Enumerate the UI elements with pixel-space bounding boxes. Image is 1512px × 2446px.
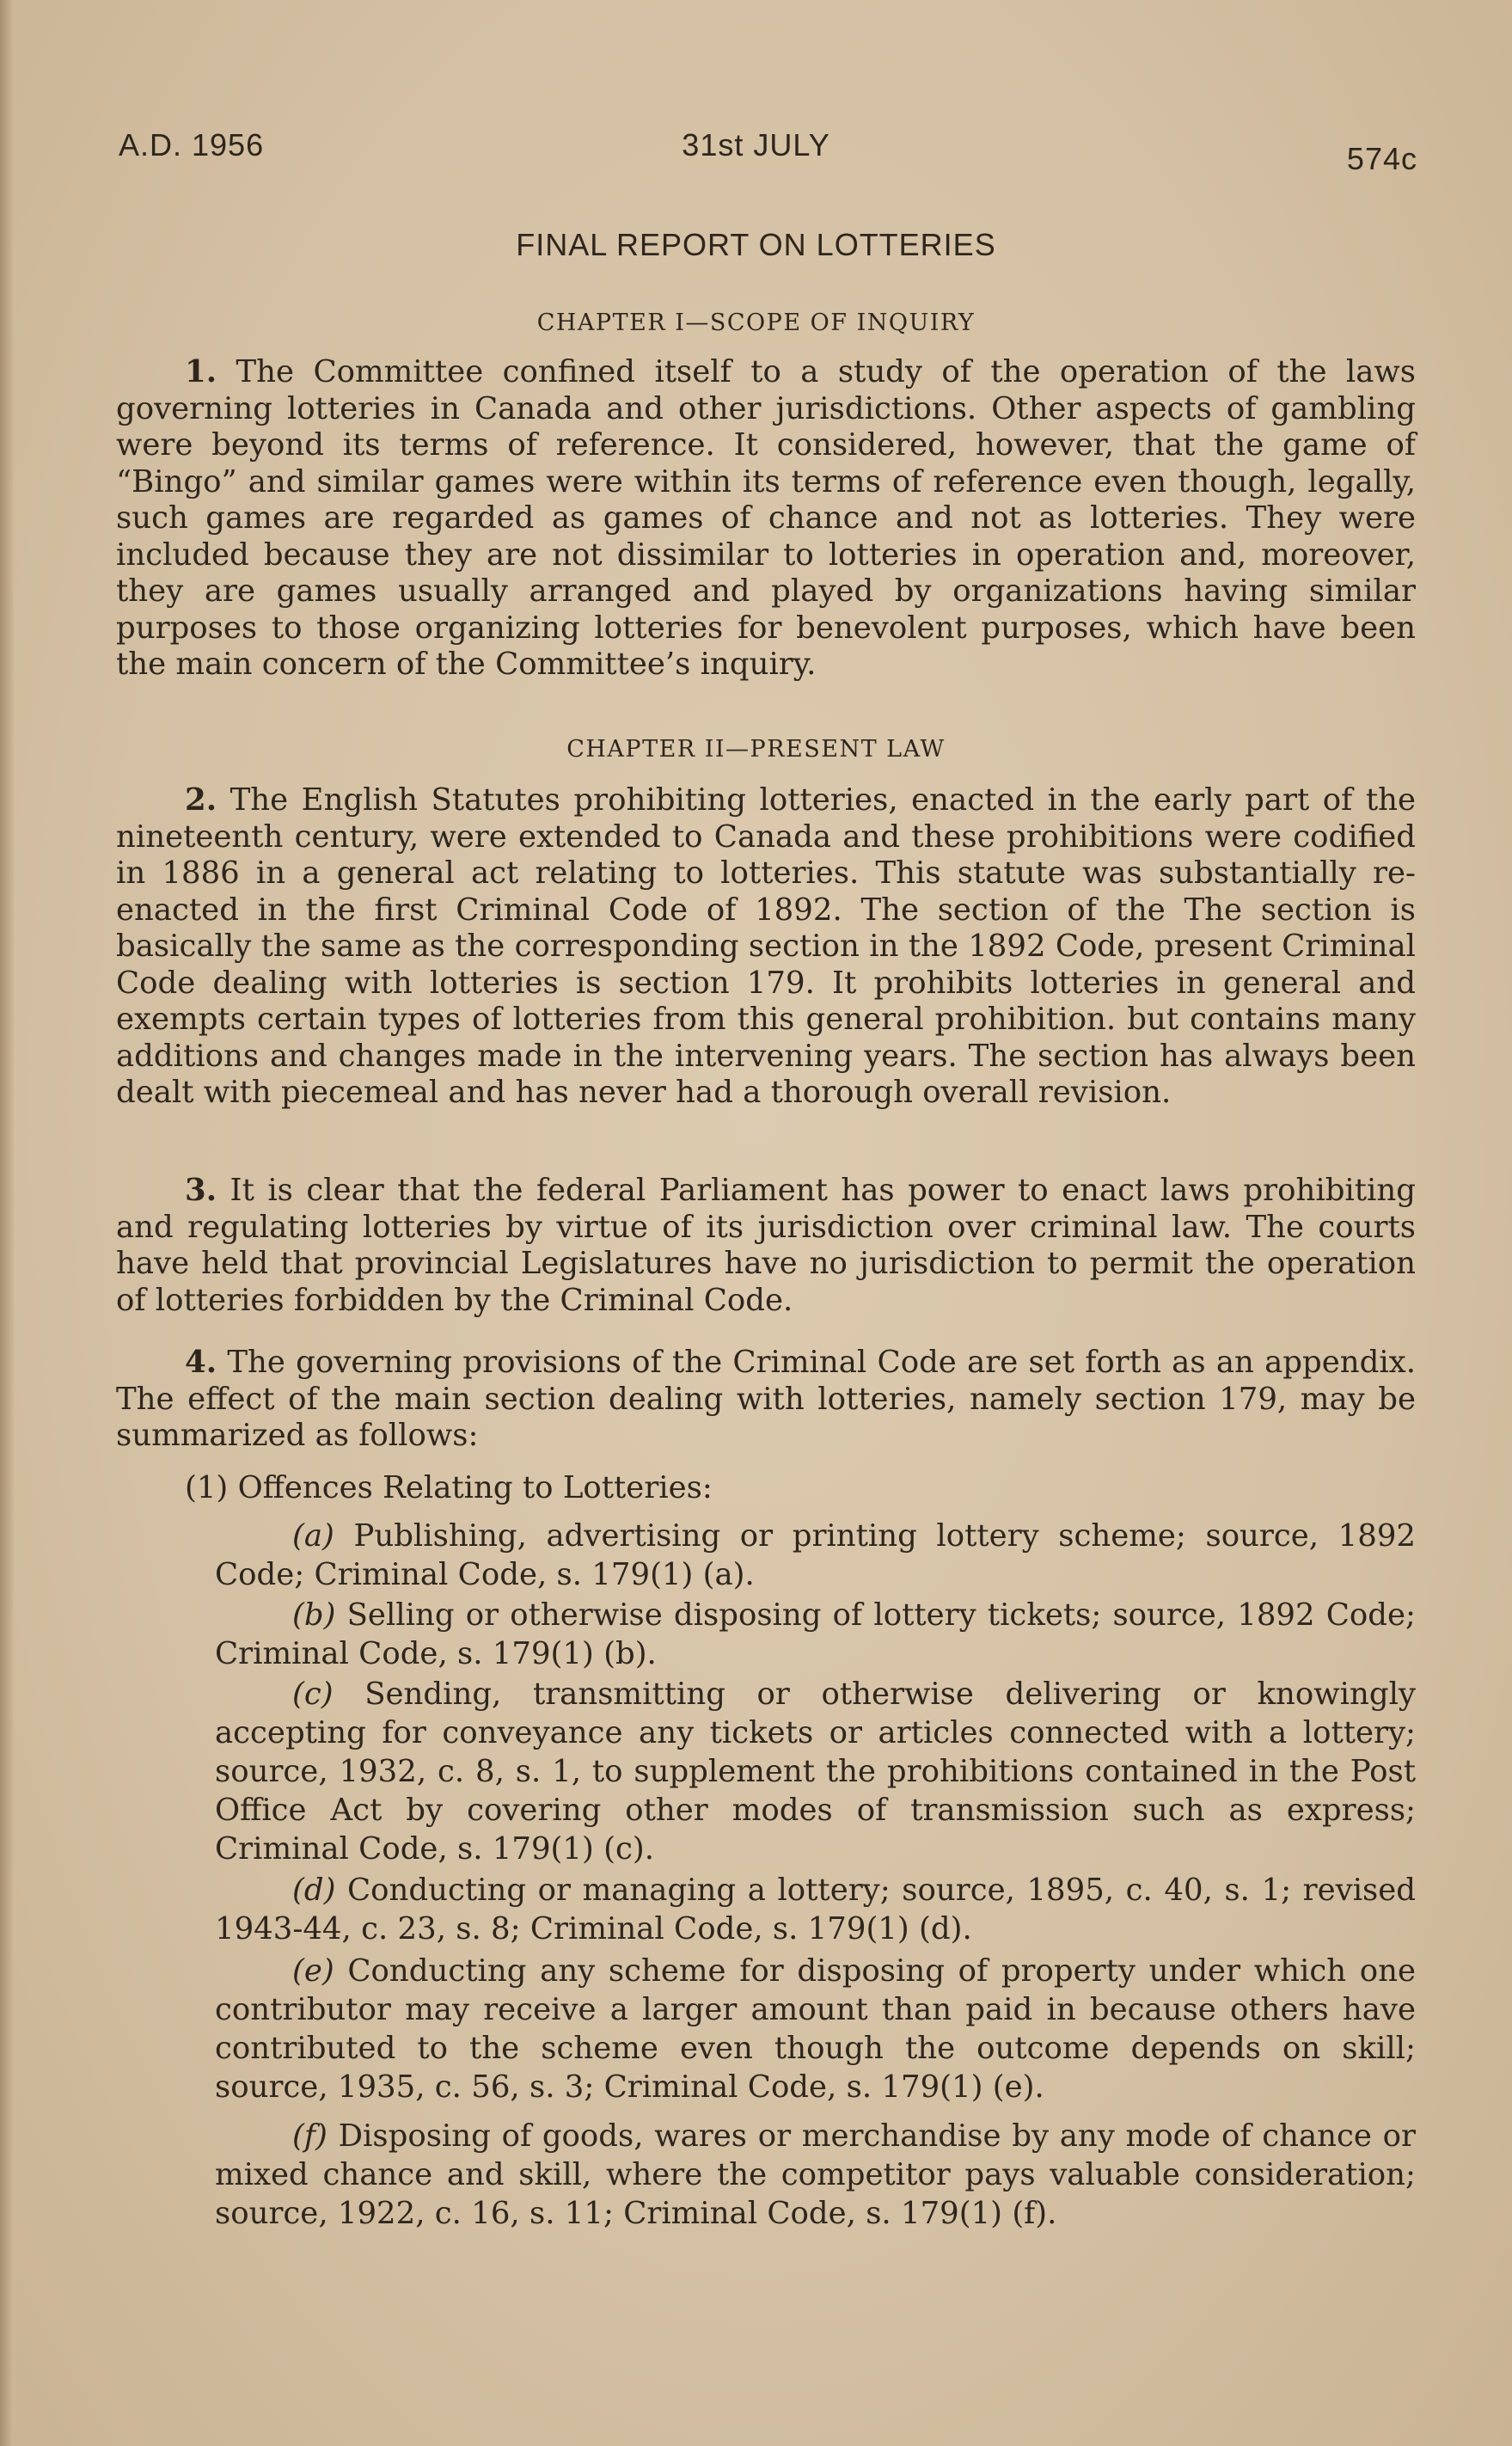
item-text: Sending, transmitting or otherwise delivering or knowingly accepting for conveyance any tickets or articles connected with a lottery; source, 1932, c. 8, s. 1, to supplement the prohibitions contained in the Post Office Act by covering other modes of transmission such as express; Criminal Code, s. 179(1) (c). <box>215 1677 1416 1867</box>
paragraph-number: 4. <box>185 1345 217 1380</box>
chapter-1-heading: CHAPTER I—SCOPE OF INQUIRY <box>536 310 976 336</box>
list-item-a <box>215 1517 1416 1594</box>
paragraph-text: The Committee confined itself to a study of the operation of the laws governing lotteries in Canada and other jurisdictions. Other aspects of gambling were beyond its terms of reference. It considered, however, that the game of “Bingo” and similar games were within its terms of reference even though, legally, such games are regarded as games of chance and not as lotteries. They were included because they are not dissimilar to lotteries in operation and, moreover, they are games usually arranged and played by organizations having similar purposes to those organizing lotteries for benevolent purposes, which have been the main concern of the Committee’s inquiry. <box>116 354 1416 682</box>
item-text: Disposing of goods, wares or merchandise by any mode of chance or mixed chance and skill, where the competitor pays valuable consideration; source, 1922, c. 16, s. 11; Criminal Code, s. 179(1) (f). <box>215 2118 1416 2231</box>
item-text: Selling or otherwise disposing of lottery tickets; source, 1892 Code; Criminal Code, s. 179(1) (b). <box>215 1597 1416 1671</box>
paragraph-number: 1. <box>185 354 217 389</box>
header-date: 31st JULY <box>682 127 830 162</box>
paragraph-text: It is clear that the federal Parliament has power to enact laws prohibiting and regulating lotteries by virtue of its jurisdiction over criminal law. The courts have held that provincial Legislatures have no jurisdiction to permit the operation of lotteries forbidden by the Criminal Code. <box>116 1173 1416 1318</box>
offences-subheading: (1) Offences Relating to Lotteries: <box>185 1470 713 1505</box>
header-year: A.D. 1956 <box>119 127 265 162</box>
page-header <box>0 127 1512 179</box>
paragraph-text: The governing provisions of the Criminal Code are set forth as an appendix. The effect of the main section dealing with lotteries, namely section 179, may be summarized as follows: <box>116 1345 1416 1453</box>
list-item-c <box>215 1675 1416 1868</box>
list-item-f <box>215 2117 1416 2233</box>
paragraph-number: 3. <box>185 1173 217 1208</box>
item-label: (e) <box>292 1953 334 1989</box>
page-edge <box>0 0 14 2446</box>
item-label: (c) <box>292 1677 334 1712</box>
paragraph-3 <box>116 1173 1416 1319</box>
item-label: (f) <box>292 2118 327 2154</box>
chapter-2-heading: CHAPTER II—PRESENT LAW <box>566 736 946 763</box>
item-text: Publishing, advertising or printing lottery scheme; source, 1892 Code; Criminal Code, s. 179(1) (a). <box>215 1518 1416 1592</box>
list-item-b <box>215 1596 1416 1673</box>
paragraph-4 <box>116 1345 1416 1455</box>
paragraph-1 <box>116 354 1416 684</box>
report-title: FINAL REPORT ON LOTTERIES <box>516 227 996 262</box>
item-text: Conducting any scheme for disposing of property under which one contributor may receive a larger amount than paid in because others have contributed to the scheme even though the outcome depends on skill; source, 1935, c. 56, s. 3; Criminal Code, s. 179(1) (e). <box>215 1953 1416 2105</box>
header-page-number: 574c <box>1346 141 1417 176</box>
list-item-d <box>215 1871 1416 1948</box>
item-label: (d) <box>292 1873 336 1908</box>
paragraph-2 <box>116 782 1416 1112</box>
paragraph-text: The English Statutes prohibiting lotteries, enacted in the early part of the nineteenth century, were extended to Canada and these prohibitions were codified in 1886 in a general act relating to lotteries. This statute was substantially re-enacted in the first Criminal Code of 1892. The section of the The section is basically the same as the corresponding section in the 1892 Code, present Criminal Code dealing with lotteries is section 179. It prohibits lotteries in general and exempts certain types of lotteries from this general prohibition. but contains many additions and changes made in the intervening years. The section has always been dealt with piecemeal and has never had a thorough overall revision. <box>116 782 1416 1110</box>
list-item-e <box>215 1952 1416 2106</box>
item-label: (a) <box>292 1518 334 1554</box>
item-label: (b) <box>292 1597 336 1633</box>
item-text: Conducting or managing a lottery; source, 1895, c. 40, s. 1; revised 1943-44, c. 23, s. 8; Criminal Code, s. 179(1) (d). <box>215 1873 1416 1946</box>
paragraph-number: 2. <box>185 782 217 818</box>
